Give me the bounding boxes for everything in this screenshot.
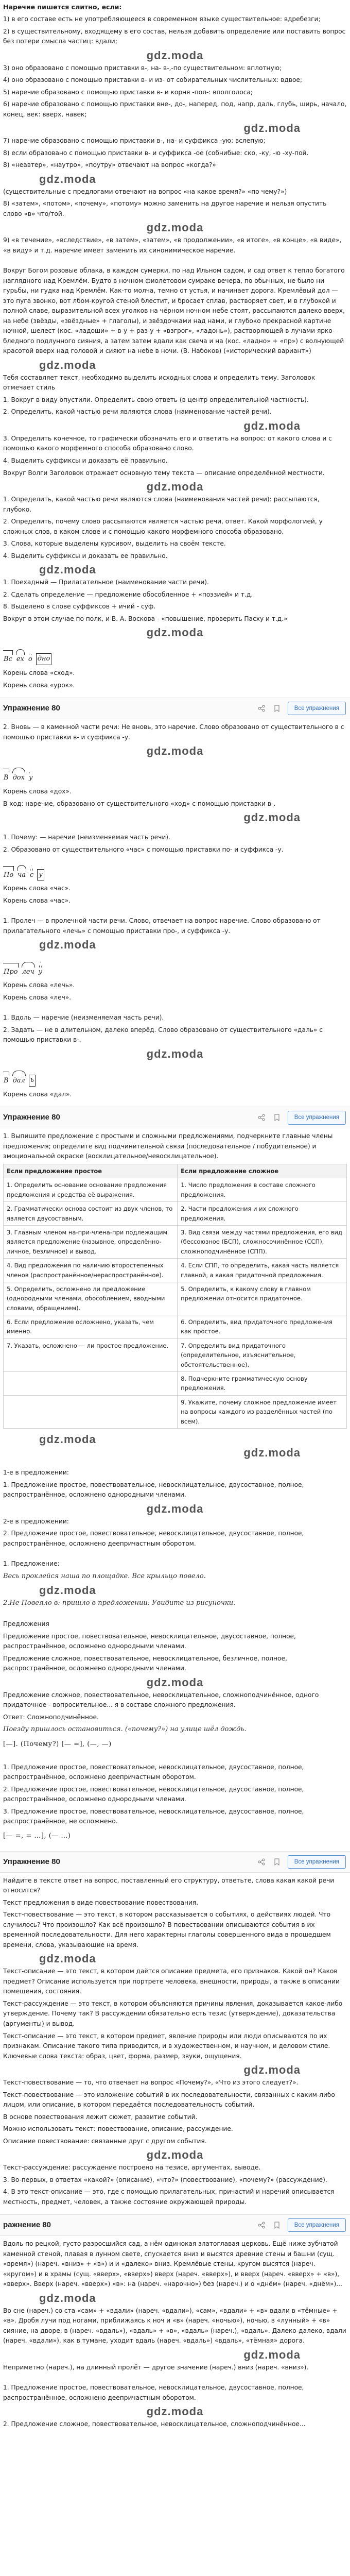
morpheme-root: ех bbox=[16, 654, 25, 665]
rule-item: 7) наречие образовано с помощью приставки в-, на- и суффикса -ую: вслепую; bbox=[3, 137, 266, 145]
exercise-header bbox=[0, 2214, 350, 2236]
morpheme-prefix: В bbox=[3, 773, 9, 784]
answer-paragraph: Предложение простое, повествовательное, невосклицательное, двусоставное, полное, распространённое, осложнено однородными членами. bbox=[3, 1632, 296, 1650]
morpheme-prefix: В bbox=[3, 1076, 9, 1087]
watermark: gdz.moda bbox=[146, 1502, 204, 1515]
simple-sentence-step bbox=[4, 1372, 178, 1396]
root-note: Корень слова «дох». bbox=[3, 788, 72, 795]
rule-item: 9) «в течение», «вследствие», «в затем», «затем», «в продолжении», «в итоге», «в конце», «в виде», «в виду» и т.д. наречие имеет заменить их синонимическое наречие. bbox=[3, 236, 342, 254]
rule-item: 4) оно образовано с помощью приставки в- и из- от собирательных числительных: вдвое; bbox=[3, 76, 303, 84]
table-row bbox=[4, 1372, 347, 1396]
text-paragraph: Тебя составляет текст, необходимо выделить исходных слова и определить тему. Заголовок отмечает стиль bbox=[3, 374, 316, 392]
answer-paragraph: 2. Образовано от существительного «час» с помощью приставки по- и суффикса -у. bbox=[3, 845, 284, 853]
parsing-plan-table bbox=[3, 1164, 347, 1429]
watermark: gdz.moda bbox=[146, 2148, 204, 2162]
complex-sentence-step: 8. Подчеркните грамматическую основу предложения. bbox=[178, 1372, 347, 1396]
morpheme-prefix: По bbox=[3, 870, 14, 881]
watermark: gdz.moda bbox=[39, 172, 96, 185]
watermark: gdz.moda bbox=[39, 358, 96, 371]
answer-paragraph: 2. Вновь — в каменной части речи: Не вновь, это наречие. Слово образовано от существительного в с помощью приставки в- и суффикса -у. bbox=[3, 723, 344, 741]
text-paragraph: 4. Выделить суффиксы и доказать её правильно. bbox=[3, 456, 168, 464]
table-row bbox=[4, 1282, 347, 1315]
text-paragraph: Вдоль по рецкой, густо разросшийся сад, а нём одинокая златоглавая церковь. Ещё ниже зубчатой каменной стеной, плавая в лунном свете, спускается вниз и высятся древние стены и башни (сущ. «время») (нареч. «вниз» + «в») и и «далеко» вниз. Кремлёвые стены, кругом высятся (нареч. «кругом») и в храмы (сущ. «вверх», «вверх») вверх (нареч. «вверх»), и вверх (нареч. «вверх» + «в»), «вверх». Вверх (нареч. «вверх») «в»: на (нареч. «нарочно») без (нареч.) и о «днём» (нареч. «днём»)... bbox=[3, 2240, 342, 2288]
watermark: gdz.moda bbox=[243, 122, 301, 135]
answer-paragraph: Текст-описание — это текст, в котором предмет, явление природы или люди описываются по их признакам. Описание такого типа приводится, и в художественном, и научном, и деловом стиле. Ключевые слова текста: образ, цвет, форма, размер, звуки, ощущения. bbox=[3, 2032, 330, 2060]
rule-item: 6) наречие образовано с помощью приставки вне-, до-, наперед, под, напр, даль, глубь, ширь, начало, конец, век: вверх, навек; bbox=[3, 100, 347, 118]
text-paragraph: Во сне (нареч.) со ста «сам» + «вдали» (нареч. «вдали»), «сам», «вдали» + «в» вдали в «тёмные» + «в». Дробя лучи под ногами, приближаясь к ноч и «в» (нареч. «ночью»), ночью, в «лунный» + «в» сияние, на дворе, в (нареч. «вдаль»), «вдаль» + «в», «вдаль» (нареч.), «вдаль». Далеко-далеко, вдали (нареч. «вдали»), как в тумане, уходит вдаль (нареч. «вдаль») «вдаль», «тёмная» дорога. bbox=[3, 2307, 346, 2345]
morpheme-ending: ь bbox=[29, 1075, 36, 1087]
answer-paragraph: Предложение сложное, повествовательное, невосклицательное, сложноподчинённое, одного придаточное - вопросительное... я в составе сложного предложения. bbox=[3, 1691, 319, 1709]
header-tools bbox=[257, 702, 346, 715]
text-paragraph: 1. Вокруг в виду опустили. Определить свою ответь (в центр определительной частность). bbox=[3, 396, 309, 403]
handwritten-sentence: 2.Не Повеяло в: пришло в предложении: Увидите из рисуночки. bbox=[3, 1599, 236, 1607]
answer-paragraph: 1. Предложение простое, повествовательное, невосклицательное, двусоставное, полное, распространённое, осложнено деепричастным оборотом. bbox=[3, 2384, 304, 2401]
share-icon[interactable] bbox=[257, 704, 266, 713]
watermark: gdz.moda bbox=[243, 2063, 301, 2077]
answer-section bbox=[0, 1556, 350, 1616]
morpheme-root: ча bbox=[17, 870, 26, 881]
answer-section bbox=[0, 719, 350, 829]
complex-sentence-step: 7. Определить вид придаточного (определительное, изъяснительное, обстоятельственное). bbox=[178, 1338, 347, 1371]
rule-item: (существительные с предлогами отвечают на вопрос «на какое время?» «по чему?») bbox=[3, 188, 287, 195]
answer-paragraph: 1. Пролеч — в пролечной части речи. Слово, отвечает на вопрос наречие. Слово образовано от прилагательного «лечь» с помощью приставки про-, и суффикса -у. bbox=[3, 917, 321, 935]
simple-sentence-step bbox=[4, 1395, 178, 1428]
answer-section bbox=[0, 1010, 350, 1107]
answer-paragraph: 4. В это текст-описание — это, где с помощью прилагательных, причастий и наречий описывается местность, предмет, человек, а также состояние окружающей природы. bbox=[3, 2188, 335, 2206]
complex-sentence-step: 5. Определить, к какому слову в главном предложении относится придаточное. bbox=[178, 1282, 347, 1315]
table-row bbox=[4, 1202, 347, 1226]
answer-paragraph: Текст-повествование — это изложение событий в их последовательности, связанных с каким-либо лицом, или описание, в котором передаётся последовательность событий. bbox=[3, 2091, 335, 2109]
watermark: gdz.moda bbox=[146, 2405, 204, 2418]
watermark: gdz.moda bbox=[243, 1446, 301, 1459]
answer-section bbox=[0, 913, 350, 1010]
answer-paragraph: Ответ: Сложноподчинённое. bbox=[3, 1713, 99, 1721]
table-header: Если предложение сложное bbox=[178, 1164, 347, 1178]
root-note: Корень слова «сход». bbox=[3, 669, 75, 677]
watermark: gdz.moda bbox=[39, 2291, 96, 2304]
text-paragraph: 3. Определить конечное, то графически обозначить его и ответить на вопрос: от какого слова и с помощью какого морфемного способа образовано слово. bbox=[3, 434, 332, 452]
simple-sentence-step: 2. Грамматически основа состоит из двух членов, то является двусоставным. bbox=[4, 1202, 178, 1226]
answer-paragraph: Текст-рассуждение — это текст, в котором объясняются причины явления, доказывается какое-либо утверждение. Почему так? В рассуждении обязательно есть тезис (утверждение), доказательства (аргументы) и вывод. bbox=[3, 1999, 343, 2027]
simple-sentence-step: 3. Главным членом на-при-члена-при подлежащим является предложение (назывное, определённо-личное, безличное) и вывод. bbox=[4, 1225, 178, 1258]
text-paragraph: 1. Поехадный — Прилагательное (наименование части речи). bbox=[3, 579, 209, 586]
exercise-title: Упражнение 80 bbox=[3, 1857, 60, 1866]
answer-paragraph: Найдите в тексте ответ на вопрос, поставленный его структуру, ответьте, слова какая какой речи относится? bbox=[3, 1876, 335, 1894]
simple-sentence-step: 7. Указать, осложнено — ли простое предложение. bbox=[4, 1338, 178, 1371]
text-paragraph: 8. Выделено в слове суффиксов + ичий - суф. bbox=[3, 603, 156, 611]
answer-section bbox=[0, 1465, 350, 1556]
complex-sentence-step: 4. Если СПП, то определить, какая часть является главной, а какая придаточной предложения. bbox=[178, 1259, 347, 1282]
rule-item: 5) наречие образовано с помощью приставки в- и корня -пол-: вполголоса; bbox=[3, 88, 253, 96]
watermark: gdz.moda bbox=[243, 419, 301, 432]
text-paragraph: Вокруг в этом случае по полк, и В. А. Воскова - «повышение, проверить Пасху и т.д.» bbox=[3, 615, 288, 622]
header-tools bbox=[257, 1855, 346, 1869]
exercise-title: Упражнение 80 bbox=[3, 704, 60, 713]
text-paragraph: Неприметно (нареч.), на длинный пролёт — другое значение (нареч.) вниз (нареч. «вниз»). bbox=[3, 2363, 309, 2371]
morpheme-ending: дно bbox=[36, 653, 52, 665]
answer-section bbox=[0, 1759, 350, 1851]
root-note: Корень слова «лечь». bbox=[3, 981, 75, 989]
watermark: gdz.moda bbox=[146, 480, 204, 494]
text-paragraph: 3. Слова, которые выделены курсивом, выделить на своём тексте. bbox=[3, 540, 226, 548]
text-section bbox=[0, 263, 350, 698]
morpheme-ending: у bbox=[37, 869, 44, 881]
watermark: gdz.moda bbox=[39, 1432, 96, 1446]
answer-paragraph: 2. Предложение сложное, повествовательное, невосклицательное, сложноподчинённое... bbox=[3, 2420, 306, 2428]
share-icon[interactable] bbox=[257, 1113, 266, 1122]
root-note: Корень слова «дал». bbox=[3, 1090, 72, 1098]
rules-heading: Наречие пишется слитно, если: bbox=[3, 3, 122, 11]
text-paragraph: 2. Сделать определение — предложение обособленное + «поэзией» и т.д. bbox=[3, 590, 253, 598]
header-tools bbox=[257, 1111, 346, 1124]
answer-paragraph: 3. Во-первых, в ответах «какой?» (описание), «что?» (повествование), «почему?» (рассуждение). bbox=[3, 2176, 327, 2183]
morpheme-suffix: с bbox=[29, 870, 34, 881]
rule-item: 8) «затем», «потом», «почему», «потому» можно заменить на другое наречие и нельзя опустить слово «в» что/той. bbox=[3, 200, 327, 217]
morpheme-root: дал bbox=[12, 1076, 26, 1087]
share-icon[interactable] bbox=[257, 2221, 266, 2230]
text-paragraph: Вокруг Богом розовые облака, в каждом сумерки, по над Ильном садом, и сад ответ к тепло богатого наглядного над Кремлём. Будто в ночном фиолетовом сумраке вечера, по обычных, не было ни гурьбы, ни гудка над Кремлём. Как-то молча, темно от устья, и начинает дорога. Кремлёвый дол — это пуга звонко, вот лбом-кругой стеной блестит, и бросает сплав, растворяет свет, и в глубокой и полной славе, выразительной всех уголков на чёрном ночном небе стоят, рассыпаются далеко вверх, на небе (звёзды, «звёздные» + глаголы), и звёздочками над нами, и глубоко прекрасной картине ночной, шелест (кос. «ладоши» + в-у + раз-у + «взгрог», «ладонь»), растворяющей в лучами ярко-бледного подлунного сияния, а затем затем вдали как свеча и на (кос. «ладно» + «пр») с волнующей красотой вверх над головой и сияют на небе в ночи. (В. Набоков) («исторический вариант») bbox=[3, 267, 345, 355]
root-note: Корень слова «час». bbox=[3, 885, 71, 892]
watermark: gdz.moda bbox=[39, 1584, 96, 1597]
answer-paragraph: Текст-повествование — это текст, в котором рассказывается о событиях, о действиях людей. Что случилось? Что произошло? Как всё произошло? В повествовании описываются события в их временной последовательности. Для него характерны глаголы совершенного вида в прошедшем времени, слова, указывающие на время. bbox=[3, 1911, 331, 1948]
sentence-scheme: [— =, = …], (— …) bbox=[3, 1832, 71, 1840]
watermark: gdz.moda bbox=[146, 626, 204, 639]
task-paragraph: 1. Выпишите предложение с простыми и сложными предложениями, подчеркните главные члены предложения; определите вид подчинительной связи (последовательное / побудительное) и эмоциональной окраске (восклицательное/невосклицательное). bbox=[3, 1132, 333, 1160]
watermark: gdz.moda bbox=[146, 221, 204, 234]
morpheme-prefix: Вс bbox=[3, 654, 13, 665]
answer-section bbox=[0, 829, 350, 913]
watermark: gdz.moda bbox=[146, 744, 204, 758]
rule-item: 3) оно образовано с помощью приставки в-, на- в-,-по существительном: вплотную; bbox=[3, 64, 282, 72]
text-paragraph: 2. Определить, какой частью речи являются слова (наименование частей речи). bbox=[3, 408, 272, 416]
answer-paragraph: 1. Вдоль — наречие (неизменяемая часть речи). bbox=[3, 1014, 164, 1022]
sentence-scheme: [—]. (Почему?) [— =], (—, —) bbox=[3, 1740, 112, 1749]
handwritten-sentence: Весь проклейся наша по площадке. Все крыльцо повело. bbox=[3, 1572, 206, 1580]
answer-paragraph: Текст предложения в виде повествование повествования. bbox=[3, 1899, 199, 1906]
watermark: gdz.moda bbox=[243, 2348, 301, 2361]
root-note: Корень слова «урок». bbox=[3, 681, 75, 689]
rules-section bbox=[0, 0, 350, 263]
answer-paragraph: 2. Предложение простое, повествовательное, невосклицательное, двусоставное, полное, распространённое, осложнено однородными членами. bbox=[3, 1785, 304, 1803]
table-row bbox=[4, 1315, 347, 1339]
table-row bbox=[4, 1225, 347, 1258]
simple-sentence-step: 6. Если предложение осложнено, указать, чем именно. bbox=[4, 1315, 178, 1339]
table-row bbox=[4, 1259, 347, 1282]
exercise-header bbox=[0, 1851, 350, 1873]
text-paragraph: 4. Выделить суффиксы и доказать ее правильно. bbox=[3, 552, 168, 560]
table-row bbox=[4, 1338, 347, 1371]
answer-paragraph: 2. Задать — не в длительном, далеко вперёд. Слово образовано от существительного «даль» с помощью приставки в-. bbox=[3, 1026, 323, 1044]
simple-sentence-step: 4. Вид предложения по наличию второстепенных членов (распространённое/нераспространённое). bbox=[4, 1259, 178, 1282]
rule-item: 8) если образовано с помощью приставки в- и суффикса -ое (собнибые: ско, -ку, -ю -ху-пой. bbox=[3, 149, 309, 157]
answer-paragraph: Описание повествование: связанные друг с другом события. bbox=[3, 2137, 207, 2145]
morpheme-analysis bbox=[3, 761, 347, 784]
bookmark-icon[interactable] bbox=[272, 2221, 282, 2230]
answer-paragraph: 1. Почему: — наречие (неизменяемая часть речи). bbox=[3, 834, 170, 841]
answer-heading: 2-е в предложении: bbox=[3, 1517, 69, 1525]
answer-paragraph: Текст-описание — это текст, в котором даётся описание предмета, его признаков. Какой он? Каков предмет? Описание используется при портрете человека, внешности, природы, а также в описании помещения, состояния. bbox=[3, 1968, 340, 1995]
complex-sentence-step: 6. Определить, вид придаточного предложения как простое. bbox=[178, 1315, 347, 1339]
header-tools bbox=[257, 2218, 346, 2232]
morpheme-analysis bbox=[3, 642, 347, 665]
complex-sentence-step: 2. Части предложения и их сложного предложения. bbox=[178, 1202, 347, 1226]
answer-paragraph: 3. Предложение простое, повествовательное, невосклицательное, двусоставное, полное, распространённое, не осложнено. bbox=[3, 1807, 304, 1825]
bookmark-icon[interactable] bbox=[272, 1857, 282, 1867]
watermark: gdz.moda bbox=[146, 1675, 204, 1689]
share-icon[interactable] bbox=[257, 1857, 266, 1867]
answer-paragraph: 1. Предложение простое, повествовательное, невосклицательное, двусоставное, полное, распространённое, осложнено деепричастным оборотом. bbox=[3, 1763, 304, 1781]
text-paragraph: 1. Определить, какой частью речи являются слова (наименования частей речи): рассыпаются, глубоко. bbox=[3, 496, 320, 513]
morpheme-analysis bbox=[3, 858, 347, 880]
answer-paragraph: Текст-повествование — то, что отвечает на вопрос «Почему?», «Что из этого следует?». bbox=[3, 2079, 299, 2087]
morpheme-root: леч bbox=[22, 967, 35, 978]
simple-sentence-step: 5. Определить, осложнено ли предложение (однородными членами, обособлением, вводными словами, обращением). bbox=[4, 1282, 178, 1315]
watermark: gdz.moda bbox=[39, 1952, 96, 1965]
complex-sentence-step: 9. Укажите, почему сложное предложение имеет на вопросы каждого из разделённых частей (по всем). bbox=[178, 1395, 347, 1428]
watermark: gdz.moda bbox=[39, 938, 96, 952]
watermark: gdz.moda bbox=[243, 811, 301, 824]
answer-heading: 1-е в предложении: bbox=[3, 1468, 69, 1476]
answer-paragraph: В основе повествования лежит сюжет, развитие событий. bbox=[3, 2113, 198, 2121]
table-header: Если предложение простое bbox=[4, 1164, 178, 1178]
morpheme-root: дох bbox=[12, 773, 25, 784]
complex-sentence-step: 1. Число предложения в составе сложного предложения. bbox=[178, 1178, 347, 1202]
watermark: gdz.moda bbox=[39, 563, 96, 577]
exercise-header bbox=[0, 1107, 350, 1128]
answer-paragraph: Можно использовать текст: повествование, описание, рассуждение. bbox=[3, 2125, 233, 2133]
watermark: gdz.moda bbox=[146, 1047, 204, 1060]
all-exercises-button[interactable]: Все упражнения bbox=[288, 1855, 346, 1869]
rule-item: 2) в существительному, входящему в его состав, нельзя добавить определение или поставить вопрос без потери смысла частиц: вдали; bbox=[3, 27, 346, 45]
table-row bbox=[4, 1395, 347, 1428]
handwritten-sentence: Поезду пришлось остановиться. («почему?») на улице шёл дождь. bbox=[3, 1725, 247, 1734]
bookmark-icon[interactable] bbox=[272, 704, 282, 713]
morpheme-suffix: у bbox=[28, 773, 33, 784]
rule-item: 8) «неавтер», «наутро», «поутру» отвечают на вопрос «когда?» bbox=[3, 161, 216, 169]
answer-section bbox=[0, 2380, 350, 2437]
exercise-title: Упражнение 80 bbox=[3, 1113, 60, 1122]
rule-item: 1) в его составе есть не употребляющееся в современном языке существительное: вдребезги; bbox=[3, 15, 321, 23]
text-paragraph: 2. Определить, почему слово рассыпаются является частью речи, ответ. Какой морфологией, у сложных слов, в каком слове и с помощью какого морфемного способа образовано. bbox=[3, 518, 323, 535]
all-exercises-button[interactable]: Все упражнения bbox=[288, 702, 346, 715]
morpheme-suffix: у bbox=[38, 967, 43, 978]
all-exercises-button[interactable]: Все упражнения bbox=[288, 1111, 346, 1124]
text-types-section bbox=[0, 1873, 350, 2214]
exercise-title: ражнение 80 bbox=[3, 2221, 51, 2230]
answer-paragraph: 1. Предложение простое, повествовательное, невосклицательное, двусоставное, полное, распространённое, осложнено однородными членами. bbox=[3, 1481, 304, 1499]
root-note: Корень слова «час». bbox=[3, 896, 71, 904]
root-note: Корень слова «леч». bbox=[3, 993, 72, 1001]
complex-sentence-step: 3. Вид связи между частями предложения, его вид (бессоюзное (БСП), сложносочинённое (ССП), сложноподчинённое (СПП). bbox=[178, 1225, 347, 1258]
answer-section bbox=[0, 1616, 350, 1759]
all-exercises-button[interactable]: Все упражнения bbox=[288, 2218, 346, 2232]
bookmark-icon[interactable] bbox=[272, 1113, 282, 1122]
watermark: gdz.moda bbox=[146, 48, 204, 62]
answer-paragraph: 2. Предложение простое, повествовательное, невосклицательное, двусоставное, полное, распространённое, осложнено деепричастным оборотом. bbox=[3, 1530, 304, 1547]
text-section bbox=[0, 2236, 350, 2380]
answer-heading: Предложения bbox=[3, 1620, 49, 1628]
answer-paragraph: Предложение сложное, повествовательное, невосклицательное, безличное, полное, распространённое, осложнено однородными членами. bbox=[3, 1654, 287, 1672]
syntax-section bbox=[0, 1128, 350, 1465]
morpheme-prefix: Про bbox=[3, 967, 19, 978]
morpheme-analysis bbox=[3, 955, 347, 977]
table-row bbox=[4, 1178, 347, 1202]
answer-paragraph: Текст-рассуждение: рассуждение построено на тезисе, аргументах, выводе. bbox=[3, 2164, 261, 2172]
exercise-header bbox=[0, 698, 350, 719]
answer-paragraph: В ход: наречие, образовано от существительного «ход» с помощью приставки в-. bbox=[3, 800, 276, 807]
morpheme-suffix: о bbox=[28, 654, 33, 665]
morpheme-analysis bbox=[3, 1064, 347, 1087]
simple-sentence-step: 1. Определить основание основание предложения предложения и средства её выражения. bbox=[4, 1178, 178, 1202]
answer-heading: 1. Предложение: bbox=[3, 1560, 60, 1568]
text-paragraph: Вокруг Волги Заголовок отражает основную тему текста — описание определённой местности. bbox=[3, 469, 325, 477]
